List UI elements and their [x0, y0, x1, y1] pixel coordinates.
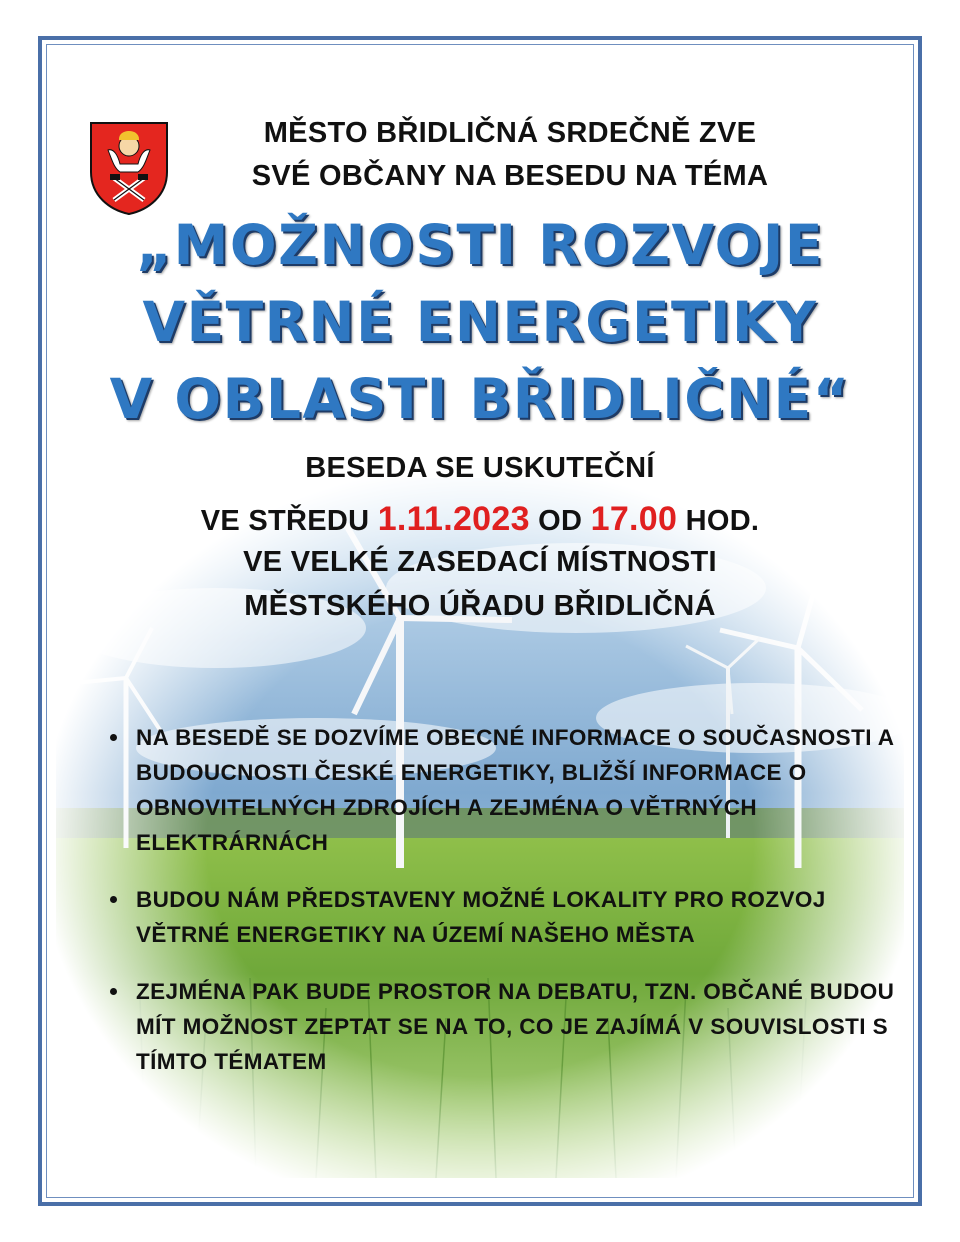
event-datetime — [70, 500, 890, 539]
event-place-line-2: MĚSTSKÉHO ÚŘADU BŘIDLIČNÁ — [244, 590, 716, 622]
bullet-icon — [110, 988, 117, 995]
headline-reflection-2 — [60, 342, 900, 360]
from-word: OD — [538, 505, 583, 537]
time-suffix: HOD. — [685, 505, 760, 537]
list-item-text: ZEJMÉNA PAK BUDE PROSTOR NA DEBATU, TZN. OBČANÉ BUDOU MÍT MOŽNOST ZEPTAT SE NA TO, CO JE ZAJÍMÁ V SOUVISLOSTI S TÍMTO TÉMATEM — [136, 979, 895, 1074]
event-time: 17.00 — [590, 500, 678, 538]
intro-line-2: SVÉ OBČANY NA BESEDU NA TÉMA — [251, 160, 769, 192]
list-item — [100, 882, 900, 952]
intro-line-1: MĚSTO BŘIDLIČNÁ SRDEČNĚ ZVE — [263, 117, 757, 149]
list-item-text: BUDOU NÁM PŘEDSTAVENY MOŽNÉ LOKALITY PRO ROZVOJ VĚTRNÉ ENERGETIKY NA ÚZEMÍ NAŠEHO MĚSTA — [136, 887, 826, 947]
headline-reflection-1 — [60, 265, 900, 283]
topics-list — [100, 720, 900, 1101]
bullet-icon — [110, 896, 117, 903]
event-place-line-1: VE VELKÉ ZASEDACÍ MÍSTNOSTI — [243, 546, 717, 578]
bullet-icon — [110, 734, 117, 741]
event-announce: BESEDA SE USKUTEČNÍ — [305, 452, 655, 484]
day-prefix: VE STŘEDU — [200, 505, 370, 537]
headline-line-3: V OBLASTI BŘIDLIČNÉ“ — [109, 367, 851, 431]
headline-line-1: „MOŽNOSTI ROZVOJE — [136, 213, 824, 277]
list-item-text: NA BESEDĚ SE DOZVÍME OBECNÉ INFORMACE O SOUČASNOSTI A BUDOUCNOSTI ČESKÉ ENERGETIKY, BLIŽŠÍ INFORMACE O OBNOVITELNÝCH ZDROJÍCH A ZEJMÉNA O VĚTRNÝCH ELEKTRÁRNÁCH — [136, 725, 894, 855]
list-item — [100, 974, 900, 1079]
event-date: 1.11.2023 — [377, 500, 530, 538]
headline-line-2: VĚTRNÉ ENERGETIKY — [142, 290, 818, 354]
list-item — [100, 720, 900, 860]
